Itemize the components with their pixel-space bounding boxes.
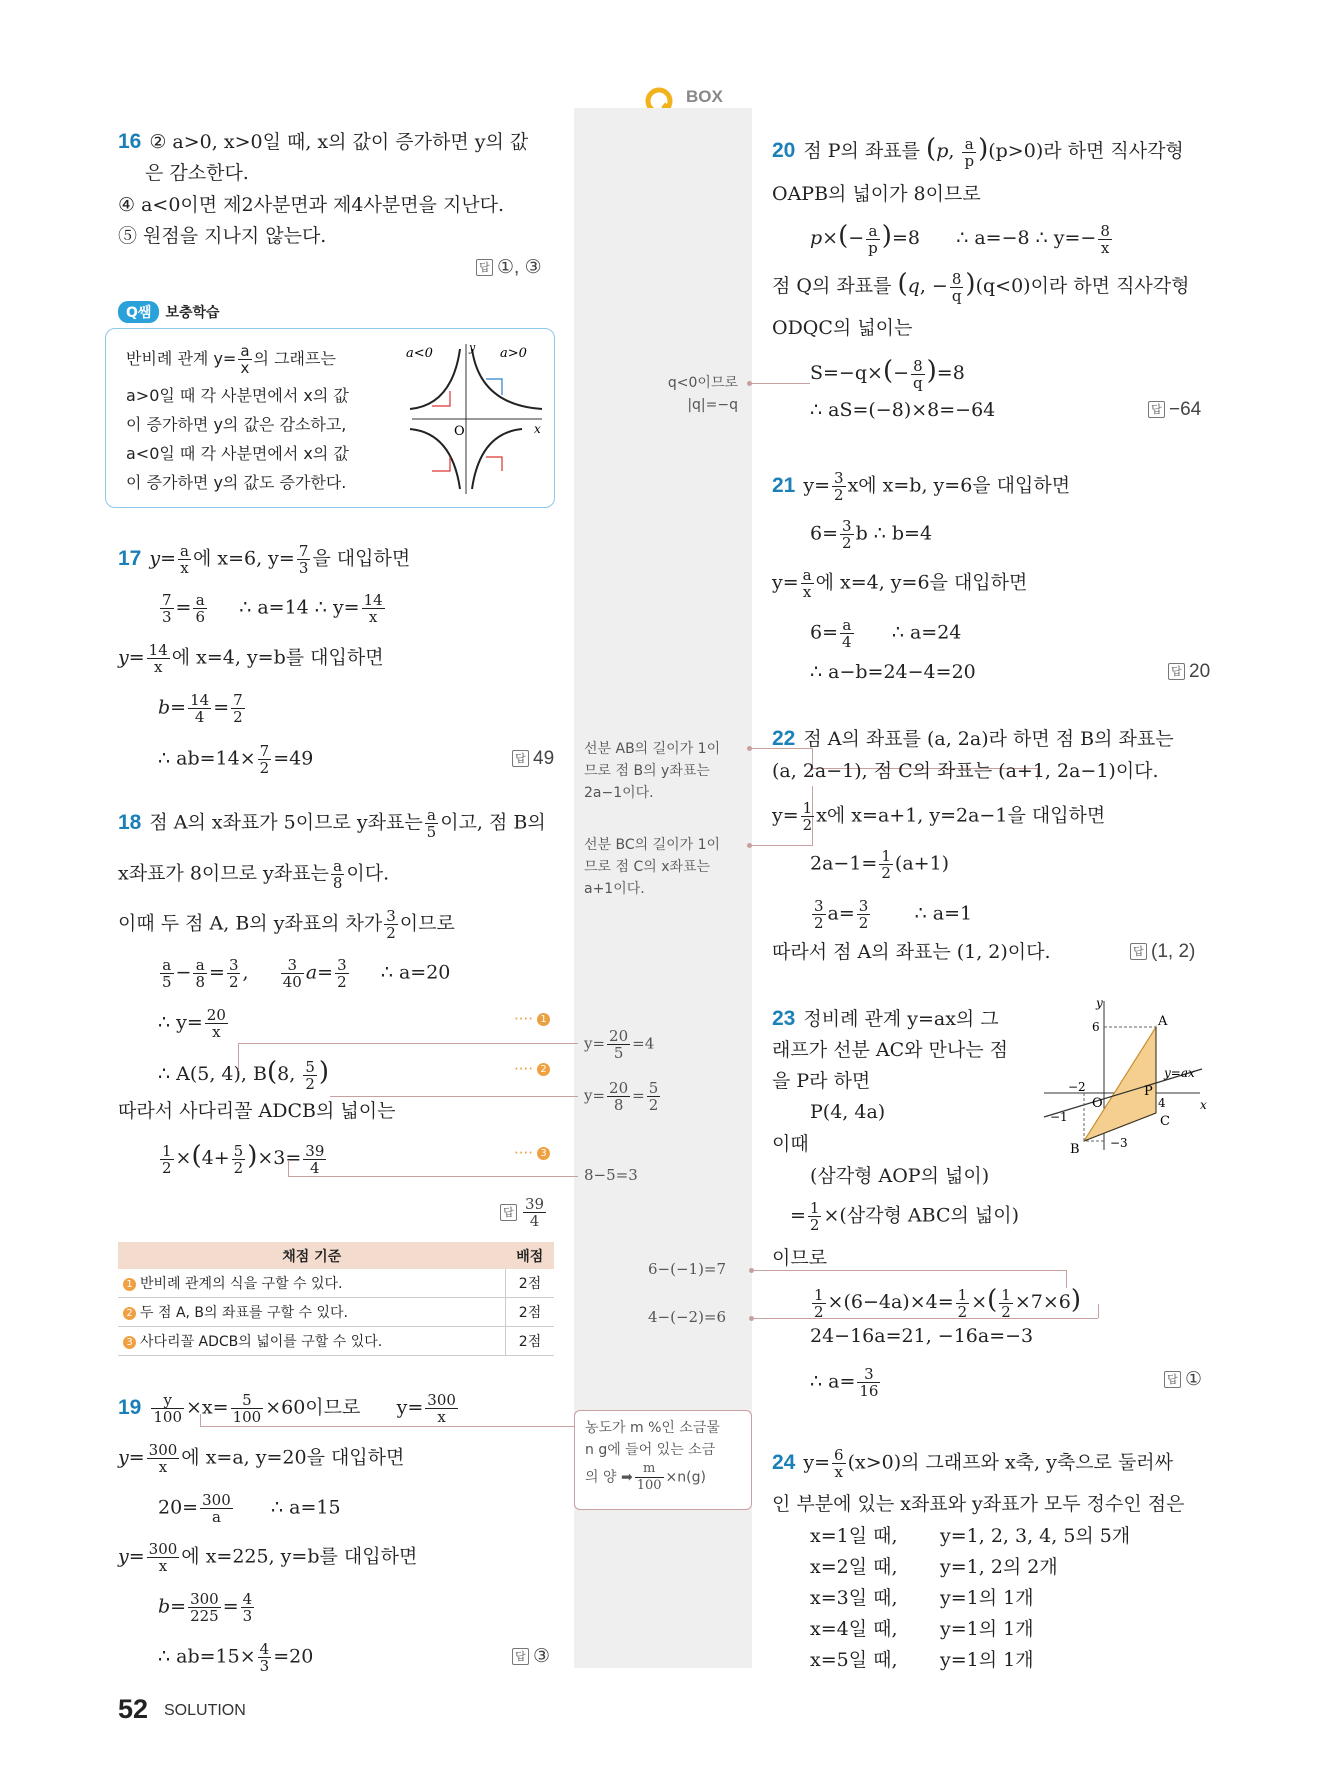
problem-number: 16 bbox=[118, 130, 142, 153]
answer-icon: 답 bbox=[1168, 663, 1185, 680]
box-text: a<0일 때 각 사분면에서 x의 값 bbox=[126, 444, 349, 463]
table-row: 3 사다리꼴 ADCB의 넓이를 구할 수 있다. 2점 bbox=[118, 1327, 554, 1356]
answer-icon: 답 bbox=[476, 259, 493, 276]
svg-text:−1: −1 bbox=[1050, 1110, 1068, 1124]
graph-origin: O bbox=[454, 424, 465, 439]
answer-icon: 답 bbox=[1130, 943, 1147, 960]
concentration-box: 농도가 m %인 소금물 n g에 들어 있는 소금 의 양 ➡ $\frac{m}{100}$ ×n(g) bbox=[574, 1410, 752, 1510]
text-line: ODQC의 넓이는 bbox=[772, 317, 913, 339]
note-calc3: 8−5=3 bbox=[584, 1166, 638, 1184]
list-item: x=4일 때, y=1의 1개 bbox=[810, 1618, 1034, 1640]
q-ssaem-tag: Q쌤 보충학습 bbox=[118, 300, 220, 323]
text-line: (삼각형 AOP의 넓이) bbox=[810, 1165, 990, 1187]
text-line: P(4, 4a) bbox=[810, 1101, 886, 1123]
table-row: 2 두 점 A, B의 좌표를 구할 수 있다. 2점 bbox=[118, 1298, 554, 1327]
box-text: 이 증가하면 y의 값도 증가한다. bbox=[126, 473, 347, 492]
graph-y: y bbox=[469, 341, 476, 354]
supplementary-box bbox=[105, 328, 555, 508]
svg-text:P: P bbox=[1144, 1084, 1153, 1099]
svg-text:A: A bbox=[1158, 1014, 1168, 1029]
text-line: OAPB의 넓이가 8이므로 bbox=[772, 183, 981, 205]
svg-text:−3: −3 bbox=[1110, 1136, 1128, 1150]
text-line: 래프가 선분 AC와 만나는 점 bbox=[772, 1039, 1008, 1061]
table-header: 배점 bbox=[506, 1242, 555, 1269]
list-item: x=3일 때, y=1의 1개 bbox=[810, 1587, 1034, 1609]
svg-text:C: C bbox=[1160, 1114, 1170, 1129]
svg-text:y=ax: y=ax bbox=[1164, 1066, 1195, 1080]
footer-label: SOLUTION bbox=[164, 1702, 246, 1719]
answer-icon: 답 bbox=[500, 1204, 517, 1221]
note-bc: 선분 BC의 길이가 1이 므로 점 C의 x좌표는 a+1이다. bbox=[584, 837, 721, 897]
text-line: 따라서 점 A의 좌표는 (1, 2)이다. bbox=[772, 941, 1051, 963]
triangle-graph bbox=[1040, 995, 1210, 1155]
text-line: ④ a<0이면 제2사분면과 제4사분면을 지난다. bbox=[118, 194, 505, 216]
svg-text:x: x bbox=[1200, 1098, 1207, 1112]
text-line: 인 부분에 있는 x좌표와 y좌표가 모두 정수인 점은 bbox=[772, 1493, 1185, 1515]
answer-icon: 답 bbox=[512, 750, 529, 767]
note-ab: 선분 AB의 길이가 1이 므로 점 B의 y좌표는 2a−1이다. bbox=[584, 741, 721, 801]
svg-text:4: 4 bbox=[1158, 1096, 1166, 1110]
svg-text:O: O bbox=[1092, 1096, 1103, 1111]
text-line: ∴ aS=(−8)×8=−64 bbox=[810, 399, 996, 421]
text-line: 이때 bbox=[772, 1133, 809, 1155]
page-number: 52 bbox=[118, 1694, 149, 1724]
note-calc5: 4−(−2)=6 bbox=[648, 1308, 727, 1326]
box-text: a>0일 때 각 사분면에서 x의 값 bbox=[126, 386, 349, 405]
text-line: 따라서 사다리꼴 ADCB의 넓이는 bbox=[118, 1100, 396, 1122]
scoring-table bbox=[118, 1242, 554, 1356]
table-header: 채점 기준 bbox=[118, 1242, 506, 1269]
box-text: 반비례 관계 y= $\frac{a}{x}$ 의 그래프는 bbox=[126, 342, 336, 377]
svg-text:6: 6 bbox=[1092, 1020, 1100, 1034]
list-item: x=1일 때, y=1, 2, 3, 4, 5의 5개 bbox=[810, 1525, 1131, 1547]
text-line: 24−16a=21, −16a=−3 bbox=[810, 1325, 1034, 1347]
note-q: q<0이므로 |q|=−q bbox=[667, 375, 738, 413]
svg-text:y: y bbox=[1096, 996, 1103, 1010]
note-calc2: y= $\frac{20}{8}$ = $\frac{5}{2}$ bbox=[584, 1079, 659, 1114]
inverse-graph bbox=[402, 339, 547, 499]
list-item: x=5일 때, y=1의 1개 bbox=[810, 1649, 1034, 1671]
answer-icon: 답 bbox=[512, 1648, 529, 1665]
text-line: ∴ a−b=24−4=20 bbox=[810, 661, 976, 683]
answer-icon: 답 bbox=[1148, 401, 1165, 418]
note-calc4: 6−(−1)=7 bbox=[648, 1260, 727, 1278]
svg-text:B: B bbox=[1070, 1142, 1080, 1155]
list-item: x=2일 때, y=1, 2의 2개 bbox=[810, 1556, 1058, 1578]
graph-x: x bbox=[534, 422, 541, 436]
text-line: 을 P라 하면 bbox=[772, 1070, 871, 1092]
box-label: BOX bbox=[686, 87, 723, 106]
text-line: ② a>0, x>0일 때, x의 값이 증가하면 y의 값 bbox=[149, 131, 529, 153]
svg-text:−2: −2 bbox=[1068, 1080, 1086, 1094]
text-line: ⑤ 원점을 지나지 않는다. bbox=[118, 225, 327, 247]
answer-icon: 답 bbox=[1164, 1371, 1181, 1388]
text-line: (a, 2a−1), 점 C의 좌표는 (a+1, 2a−1)이다. bbox=[772, 760, 1159, 782]
box-text: 이 증가하면 y의 값은 감소하고, bbox=[126, 415, 347, 434]
table-row: 1 반비례 관계의 식을 구할 수 있다. 2점 bbox=[118, 1269, 554, 1298]
graph-label-left: a<0 bbox=[406, 346, 433, 361]
graph-label-right: a>0 bbox=[500, 346, 527, 361]
text-line: 이므로 bbox=[772, 1247, 828, 1269]
answer: 답 ①, ③ bbox=[476, 254, 542, 282]
note-calc1: y= $\frac{20}{5}$ =4 bbox=[584, 1027, 655, 1062]
text-line: 은 감소한다. bbox=[145, 162, 249, 184]
